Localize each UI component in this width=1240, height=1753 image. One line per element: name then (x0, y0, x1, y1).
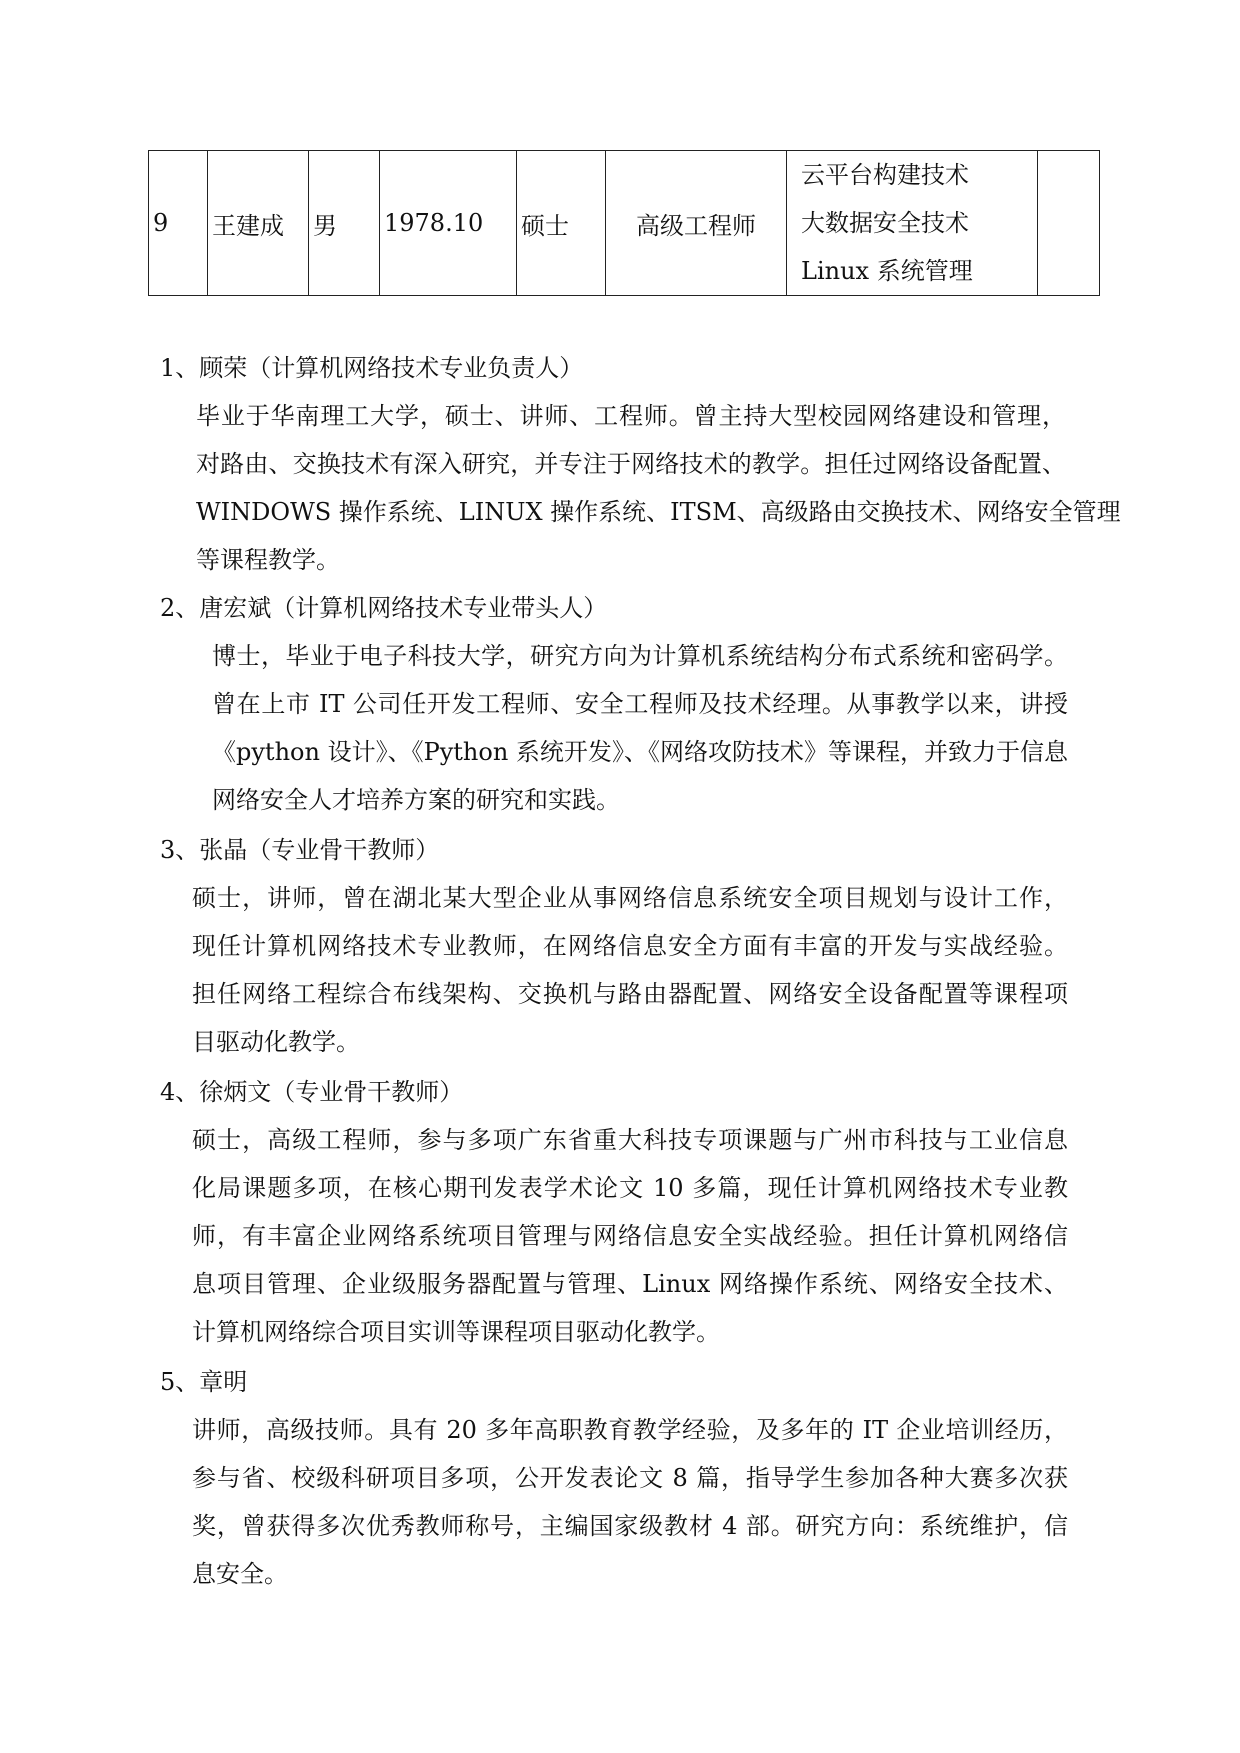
bio-heading: 4、徐炳文（专业骨干教师） (160, 1078, 464, 1106)
skill-item: Linux 系统管理 (801, 257, 973, 285)
row-gender: 男 (309, 151, 380, 296)
row-title: 高级工程师 (606, 151, 787, 296)
bio-line: 息安全。 (192, 1560, 288, 1588)
row-note (1038, 151, 1100, 296)
bio-line: 计算机网络综合项目实训等课程项目驱动化教学。 (192, 1318, 720, 1346)
row-skills (787, 151, 1038, 296)
skill-item: 大数据安全技术 (801, 209, 969, 237)
bio-line: 奖，曾获得多次优秀教师称号，主编国家级教材 4 部。研究方向：系统维护，信 (192, 1512, 1068, 1540)
bio-line: 参与省、校级科研项目多项，公开发表论文 8 篇，指导学生参加各种大赛多次获 (192, 1464, 1068, 1492)
bio-line: 讲师，高级技师。具有 20 多年高职教育教学经验，及多年的 IT 企业培训经历， (192, 1416, 1068, 1444)
bio-heading: 2、唐宏斌（计算机网络技术专业带头人） (160, 594, 608, 622)
bio-line: 担任网络工程综合布线架构、交换机与路由器配置、网络安全设备配置等课程项 (192, 980, 1068, 1008)
staff-table (148, 150, 1100, 296)
row-degree: 硕士 (517, 151, 606, 296)
bio-section-3 (160, 826, 1068, 1066)
bio-line: 《python 设计》、《Python 系统开发》、《网络攻防技术》等课程，并致力于信息 (212, 738, 1068, 766)
bio-section-2 (160, 584, 1068, 824)
bio-section-5 (160, 1358, 1068, 1598)
bio-line: 息项目管理、企业级服务器配置与管理、Linux 网络操作系统、网络安全技术、 (192, 1270, 1068, 1298)
bio-line: 现任计算机网络技术专业教师，在网络信息安全方面有丰富的开发与实战经验。 (192, 932, 1068, 960)
row-index: 9 (149, 151, 208, 296)
bio-line: 博士，毕业于电子科技大学，研究方向为计算机系统结构分布式系统和密码学。 (212, 642, 1068, 670)
bio-line: 等课程教学。 (196, 546, 340, 574)
row-name: 王建成 (208, 151, 309, 296)
bio-line: 硕士，讲师，曾在湖北某大型企业从事网络信息系统安全项目规划与设计工作， (192, 884, 1068, 912)
bio-line: 师，有丰富企业网络系统项目管理与网络信息安全实战经验。担任计算机网络信 (192, 1222, 1068, 1250)
bio-line: 曾在上市 IT 公司任开发工程师、安全工程师及技术经理。从事教学以来，讲授 (212, 690, 1068, 718)
bio-heading: 1、顾荣（计算机网络技术专业负责人） (160, 354, 584, 382)
bio-line: 化局课题多项，在核心期刊发表学术论文 10 多篇，现任计算机网络技术专业教 (192, 1174, 1068, 1202)
bio-line: 网络安全人才培养方案的研究和实践。 (212, 786, 620, 814)
bio-line: 毕业于华南理工大学，硕士、讲师、工程师。曾主持大型校园网络建设和管理， (196, 402, 1066, 430)
bio-line: 硕士，高级工程师，参与多项广东省重大科技专项课题与广州市科技与工业信息 (192, 1126, 1068, 1154)
bio-line: WINDOWS 操作系统、LINUX 操作系统、ITSM、高级路由交换技术、网络安全管理 (196, 498, 1121, 526)
skill-item: 云平台构建技术 (801, 161, 969, 189)
bio-section-1 (160, 344, 1121, 584)
bio-heading: 3、张晶（专业骨干教师） (160, 836, 440, 864)
table-row (149, 151, 1100, 296)
bio-heading: 5、章明 (160, 1368, 248, 1396)
row-birth: 1978.10 (380, 151, 517, 296)
bio-section-4 (160, 1068, 1068, 1356)
bio-line: 对路由、交换技术有深入研究，并专注于网络技术的教学。担任过网络设备配置、 (196, 450, 1066, 478)
bio-line: 目驱动化教学。 (192, 1028, 360, 1056)
